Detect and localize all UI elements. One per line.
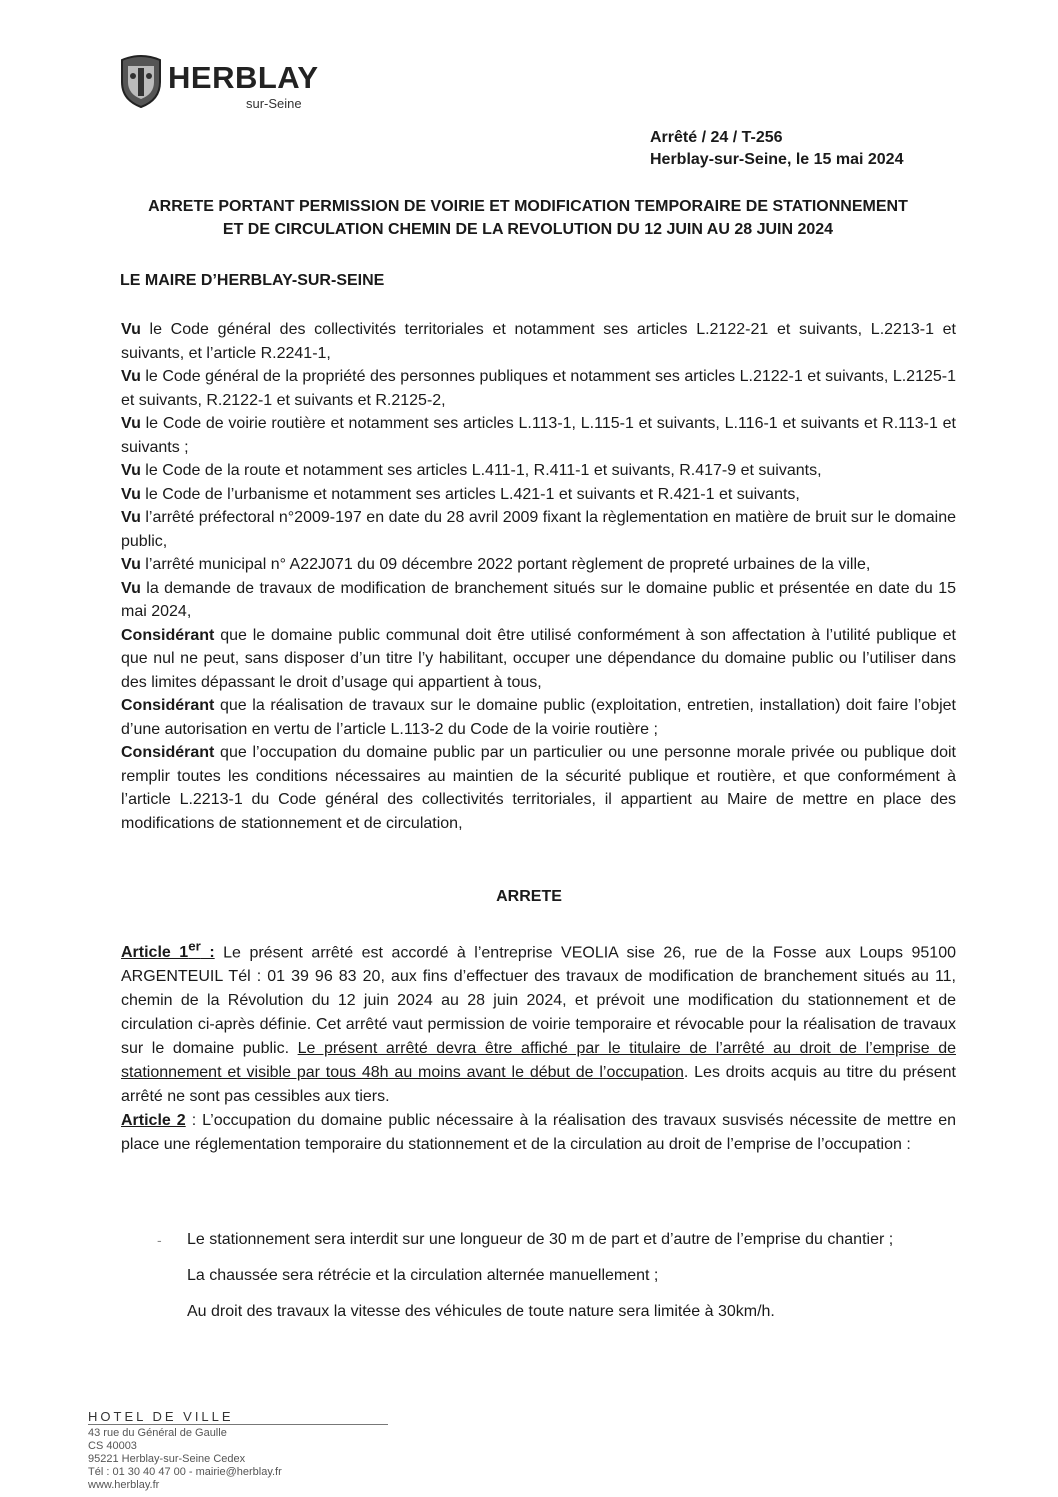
logo-name: HERBLAY [168,60,319,95]
visa-text: le Code de l’urbanisme et notamment ses articles L.421-1 et suivants et R.421-1 et suivants, [140,485,800,503]
considerant-text: que le domaine public communal doit être utilisé conformément à son affectation à l’utilité publique et que nul ne peut, sans disposer d’un titre l’y habilitant, occuper une dépendance du domaine public ou l’utiliser dans des limites dépassant le droit d’usage qui appartient à tous, [121,626,956,691]
considerant-lead: Considérant [121,744,215,761]
visa-text: le Code général de la propriété des personnes publiques et notamment ses articles L.2122-1 et suivants, L.2125-1 et suivants, R.2122-1 et suivants et R.2125-2, [121,368,956,409]
considerant-paragraph [121,624,956,695]
list-item: La chaussée sera rétrécie et la circulation alternée manuellement ; [187,1267,659,1284]
list-item [157,1222,957,1258]
considerant-lead: Considérant [121,697,215,714]
article-2-label: Article 2 [121,1112,186,1130]
visa-lead: Vu [121,556,141,573]
footer-line: 43 rue du Général de Gaulle [88,1427,227,1439]
visa-lead: Vu [121,415,141,432]
visa-lead: Vu [121,509,141,526]
logo-subtitle: sur-Seine [246,96,302,111]
considerant-text: que l’occupation du domaine public par un particulier ou une personne morale privée ou publique doit remplir toutes les conditions nécessaires au maintien de la sécurité publique et routière, et que conformément à l’article L.2213-1 du Code général des collectivités territoriales, il appartient au Maire de mettre en place des modifications de stationnement et de circulation, [121,744,956,832]
visa-paragraph [121,459,956,483]
visa-text: le Code général des collectivités territoriales et notamment ses articles L.2122-21 et suivants, L.2213-1 et suivants, et l’article R.2241-1, [121,321,956,362]
footer-line: CS 40003 [88,1440,137,1452]
footer-line: Tél : 01 30 40 47 00 - mairie@herblay.fr [88,1466,282,1478]
article-1-underlined: Le présent arrêté devra être affiché par le titulaire de l’arrêté au droit de l’emprise de stationnement et visible par tous 48h au moins avant le début de l’occupation [121,1040,956,1082]
considerant-paragraph [121,694,956,741]
visa-paragraph [121,365,956,412]
visa-paragraph [121,412,956,459]
bullet-icon: - [157,1232,162,1248]
arrete-heading: ARRETE [496,888,562,905]
visa-lead: Vu [121,485,141,503]
place-date: Herblay-sur-Seine, le 15 mai 2024 [650,151,904,168]
articles-section [121,935,956,1157]
article-1-label [121,939,215,962]
measure-text: Le stationnement sera interdit sur une longueur de 30 m de part et d’autre de l’emprise du chantier ; [187,1231,894,1248]
footer-address [88,1410,408,1492]
document-reference [650,127,903,171]
visa-paragraph [121,553,956,577]
visa-lead: Vu [121,368,141,385]
visa-text: la demande de travaux de modification de branchement situés sur le domaine public et présentée en date du 15 mai 2024, [121,579,956,620]
visa-text: l’arrêté préfectoral n°2009-197 en date du 28 avril 2009 fixant la règlementation en matière de bruit sur le domaine public, [121,509,956,550]
article-1-tail: . Les droits acquis au titre du présent arrêté ne sont pas cessibles aux tiers. [121,1064,957,1106]
visa-lead: Vu [121,321,141,338]
article-1-text: Le présent arrêté est accordé à l’entreprise VEOLIA sise 26, rue de la Fosse aux Loups 95100 ARGENTEUIL Tél : 01 39 96 83 20, aux fins d’effectuer des travaux de modification de branchement situés au 11, chemin de la Révolution du 12 juin 2024 au 28 juin 2024, et prévoit une modification du stationnement et de circulation ci-après définie. Cet arrêté vaut permission de voirie temporaire et révocable pour la réalisation de travaux sur le domaine public. [121,944,957,1058]
visa-text: l’arrêté municipal n° A22J071 du 09 décembre 2022 portant règlement de propreté urbaines de la ville, [140,556,871,573]
visa-lead: Vu [121,579,141,597]
maire-heading: LE MAIRE D’HERBLAY-SUR-SEINE [120,272,385,289]
article-2 [121,1109,956,1157]
visas-section [121,318,956,835]
considerant-text: que la réalisation de travaux sur le domaine public (exploitation, entretien, installation) doit faire l’objet d’une autorisation en vertu de l’article L.113-2 du Code de la voirie routière ; [121,697,956,738]
article-1 [121,935,956,1109]
coat-of-arms-icon [116,52,166,108]
visa-lead: Vu [121,462,141,479]
arrete-number: Arrêté / 24 / T-256 [650,129,783,146]
article-1-label-text: Article 1 [121,944,189,962]
considerant-paragraph [121,741,956,835]
considerant-lead: Considérant [121,626,215,644]
visa-text: le Code de la route et notamment ses articles L.411-1, R.411-1 et suivants, R.417-9 et suivants, [140,462,822,479]
footer-title: HOTEL DE VILLE [88,1410,388,1425]
visa-paragraph [121,577,956,624]
visa-text: le Code de voirie routière et notamment ses articles L.113-1, L.115-1 et suivants, L.116-1 et suivants et R.113-1 et suivants ; [121,415,956,456]
title-line-1: ARRETE PORTANT PERMISSION DE VOIRIE ET MODIFICATION TEMPORAIRE DE STATIONNEMENT [148,198,908,215]
list-item: Au droit des travaux la vitesse des véhicules de toute nature sera limitée à 30km/h. [187,1303,775,1320]
article-1-sup: er [188,939,201,954]
article-2-text: : L’occupation du domaine public nécessaire à la réalisation des travaux susvisés nécessite de mettre en place une réglementation temporaire du stationnement et de la circulation au droit de l’emprise de l’occupation : [121,1112,957,1154]
measures-list [157,1222,957,1330]
document-title [118,195,938,241]
article-1-colon: : [200,944,215,962]
footer-line: 95221 Herblay-sur-Seine Cedex [88,1453,246,1465]
city-logo [116,48,336,118]
visa-paragraph [121,506,956,553]
visa-paragraph [121,318,956,365]
visa-paragraph [121,483,956,507]
footer-line: www.herblay.fr [88,1479,160,1491]
title-line-2: ET DE CIRCULATION CHEMIN DE LA REVOLUTION DU 12 JUIN AU 28 JUIN 2024 [222,221,834,238]
